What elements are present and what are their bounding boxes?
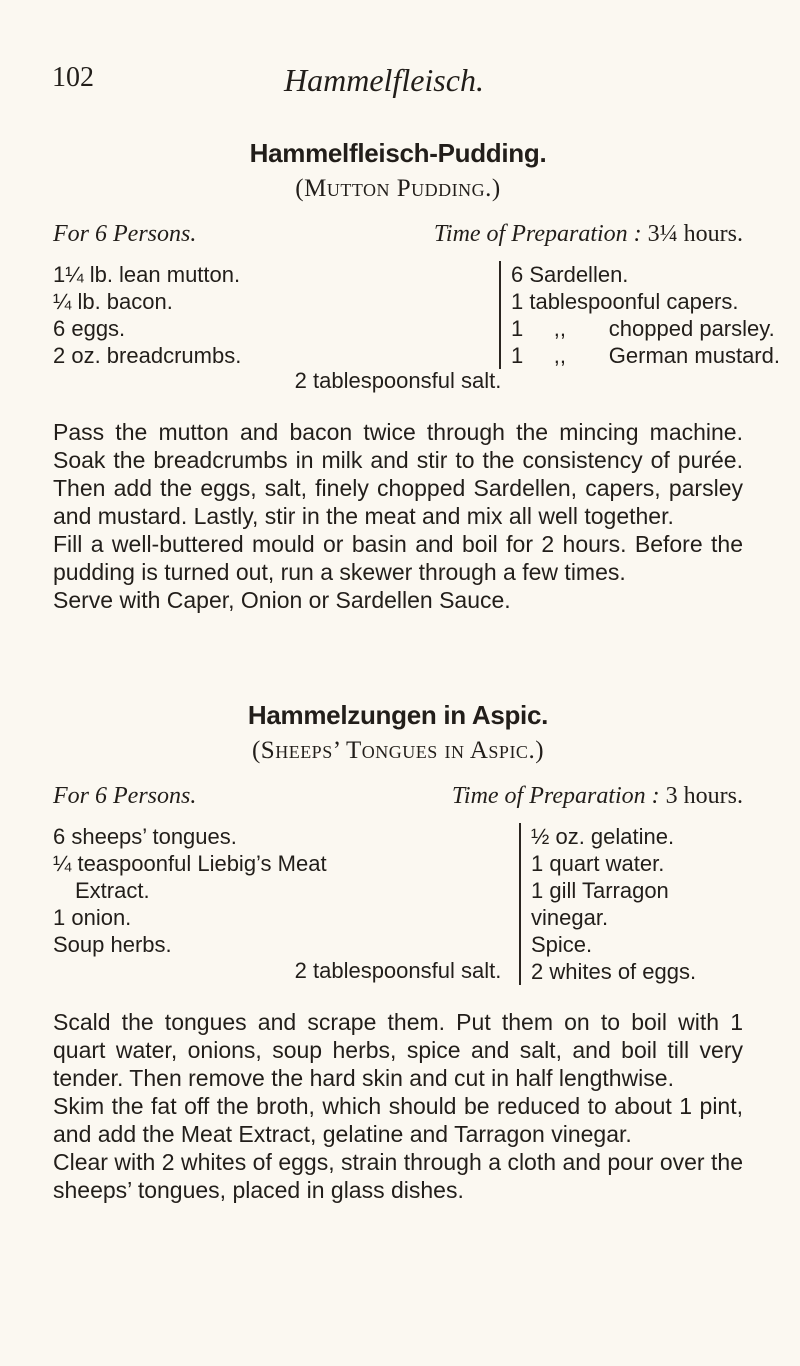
recipe-subtitle: (Mutton Pudding.) — [295, 175, 501, 202]
page-number: 102 — [52, 62, 94, 93]
servings: For 6 Persons. — [53, 221, 197, 247]
recipe-meta — [53, 221, 743, 261]
ingredient: Soup herbs. — [53, 932, 172, 957]
ingredient: ¼ teaspoonful Liebig’s Meat — [53, 851, 327, 876]
running-title: Hammelfleisch. — [284, 62, 484, 98]
ingredient-list — [53, 823, 743, 988]
ingredient-list — [53, 261, 780, 398]
ingredient: 6 eggs. — [53, 316, 126, 341]
servings: For 6 Persons. — [53, 783, 197, 809]
method — [53, 418, 743, 614]
ingredient: 2 tablespoonsful salt. — [294, 958, 502, 983]
ingredients-left-column — [53, 823, 327, 958]
method-paragraph: Serve with Caper, Onion or Sardellen Sauce. — [53, 587, 511, 613]
method-paragraph: Clear with 2 whites of eggs, strain through a cloth and pour over the sheeps’ tongues, placed in glass dishes. — [53, 1149, 743, 1203]
ingredient: 1 onion. — [53, 905, 132, 930]
recipe-mutton-pudding — [53, 138, 780, 614]
method — [53, 1008, 743, 1204]
preparation-time — [434, 221, 743, 248]
preparation-time-value: 3 hours. — [665, 783, 743, 809]
ingredient: 6 sheeps’ tongues. — [53, 824, 237, 849]
ingredient: 1 ,, chopped parsley. — [511, 316, 775, 341]
running-head — [52, 62, 760, 102]
method-paragraph: Scald the tongues and scrape them. Put them on to boil with 1 quart water, onions, soup herbs, spice and salt, and boil till very tender. Then remove the hard skin and cut in half lengthwise. — [53, 1009, 743, 1091]
recipe-meta — [53, 783, 743, 823]
ingredient: Spice. — [531, 932, 593, 957]
recipe-title: Hammelzungen in Aspic. — [247, 700, 549, 730]
ingredient: 2 tablespoonsful salt. — [294, 368, 502, 393]
ingredient: ½ oz. gelatine. — [531, 824, 675, 849]
ingredient: 1 tablespoonful capers. — [511, 289, 739, 314]
method-paragraph: Fill a well-buttered mould or basin and boil for 2 hours. Before the pudding is turned out, run a skewer through a few times. — [53, 531, 743, 585]
ingredient: 2 whites of eggs. — [531, 959, 697, 984]
ingredient: 1¼ lb. lean mutton. — [53, 262, 241, 287]
ingredients-right-column — [499, 261, 780, 369]
ingredient: Extract. — [75, 878, 150, 903]
ingredient: ¼ lb. bacon. — [53, 289, 173, 314]
preparation-time-label: Time of Preparation : — [433, 221, 642, 247]
ingredient: 1 gill Tarragon vinegar. — [531, 878, 669, 930]
method-paragraph: Pass the mutton and bacon twice through the mincing machine. Soak the breadcrumbs in milk and stir to the consistency of purée. Then add the eggs, salt, finely chopped Sardellen, capers, parsley and mustard. Lastly, stir in the meat and mix all well together. — [53, 419, 743, 529]
preparation-time-value: 3¼ hours. — [647, 221, 743, 247]
recipe-subtitle: (Sheeps’ Tongues in Aspic.) — [251, 737, 545, 764]
ingredient: 6 Sardellen. — [511, 262, 629, 287]
method-paragraph: Skim the fat off the broth, which should be reduced to about 1 pint, and add the Meat Extract, gelatine and Tarragon vinegar. — [53, 1093, 743, 1147]
preparation-time-label: Time of Preparation : — [451, 783, 660, 809]
recipe-title: Hammelfleisch-Pudding. — [249, 138, 547, 168]
ingredient: 2 oz. breadcrumbs. — [53, 343, 242, 368]
preparation-time — [452, 783, 743, 810]
ingredient: 1 ,, German mustard. — [511, 343, 780, 368]
ingredients-left-column — [53, 261, 241, 369]
recipe-sheeps-tongues-in-aspic — [53, 700, 743, 1204]
ingredient: 1 quart water. — [531, 851, 665, 876]
